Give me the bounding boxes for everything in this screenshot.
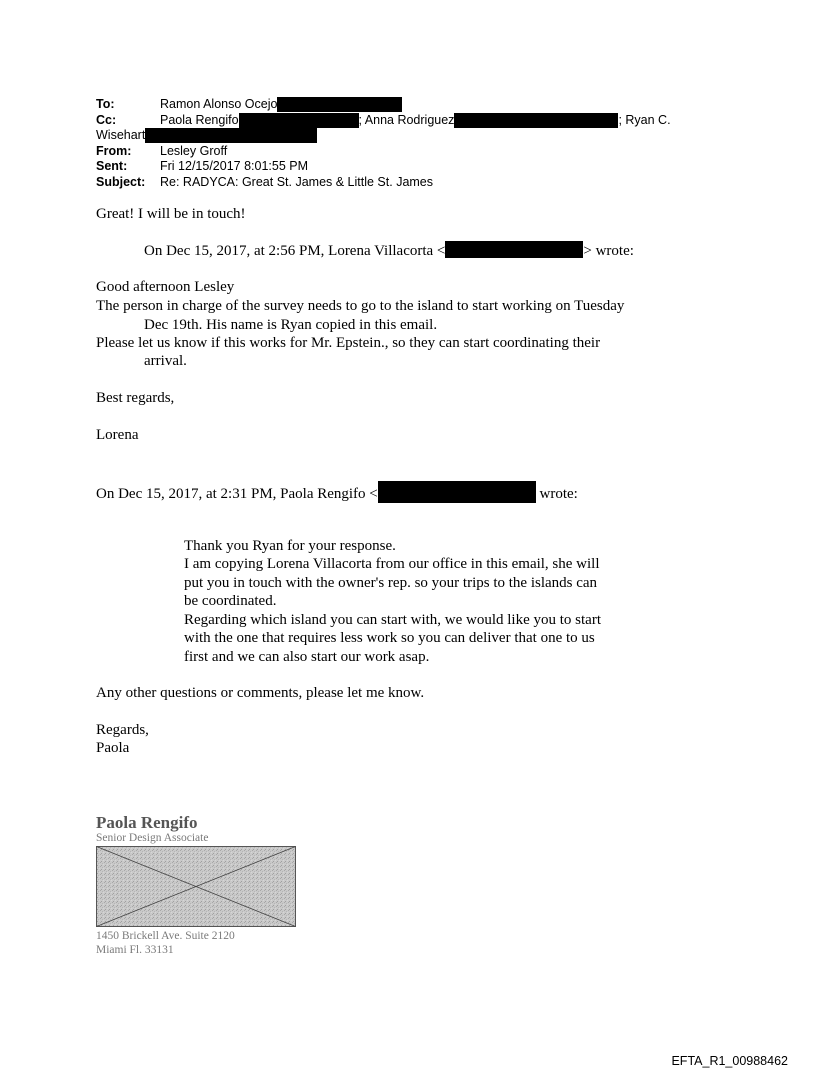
document-id: EFTA_R1_00988462 (671, 1054, 788, 1068)
body-line: Please let us know if this works for Mr. Epstein., so they can start coordinating their (96, 335, 601, 351)
subject-label: Subject: (96, 174, 146, 189)
address-line: 1450 Brickell Ave. Suite 2120 (96, 930, 235, 942)
from-label: From: (96, 143, 132, 158)
subject-value: Re: RADYCA: Great St. James & Little St. James (160, 174, 434, 189)
quote-2-prefix: On Dec 15, 2017, at 2:31 PM, Paola Rengifo < (96, 486, 378, 502)
quote-1-suffix: > wrote: (583, 243, 634, 259)
signature-name: Paola Rengifo (96, 813, 198, 832)
body-line: Dec 19th. His name is Ryan copied in this email. (144, 317, 438, 333)
redaction-box (378, 481, 536, 503)
quote-1-attribution (144, 241, 634, 261)
quote-2-suffix: wrote: (535, 486, 578, 502)
greeting: Good afternoon Lesley (96, 279, 235, 295)
cc-recipient-2: ; Anna Rodriguez (358, 112, 455, 127)
from-value: Lesley Groff (160, 143, 228, 158)
indented-line: be coordinated. (184, 593, 277, 609)
from-row (96, 144, 736, 160)
body-line: Any other questions or comments, please let me know. (96, 685, 425, 701)
indented-line: first and we can also start our work asap. (184, 649, 430, 665)
indented-line: put you in touch with the owner's rep. so your trips to the islands can (184, 575, 598, 591)
to-row (96, 97, 736, 113)
subject-row (96, 175, 736, 191)
address-line: Miami Fl. 33131 (96, 944, 174, 956)
to-value: Ramon Alonso Ocejo (160, 97, 278, 111)
reply-text: Great! I will be in touch! (96, 206, 246, 222)
indented-line: Regarding which island you can start with, we would like you to start (184, 612, 602, 628)
cc-row-continued (96, 128, 736, 144)
redaction-box (454, 113, 618, 128)
redaction-box (145, 128, 317, 143)
indented-line: with the one that requires less work so you can deliver that one to us (184, 630, 595, 646)
quote-1-prefix: On Dec 15, 2017, at 2:56 PM, Lorena Villacorta < (144, 243, 446, 259)
broken-image-placeholder (96, 846, 296, 927)
sender-name: Lorena (96, 427, 139, 443)
sender-name: Paola (96, 740, 130, 756)
sent-label: Sent: (96, 159, 128, 173)
redaction-box (239, 113, 359, 128)
closing: Best regards, (96, 390, 175, 406)
indented-line: I am copying Lorena Villacorta from our office in this email, she will (184, 556, 600, 572)
signature-address (96, 929, 235, 957)
cc-recipient-3-cont: Wisehart (96, 128, 146, 142)
closing: Regards, (96, 722, 149, 738)
signature-title: Senior Design Associate (96, 832, 209, 844)
sent-value: Fri 12/15/2017 8:01:55 PM (160, 159, 309, 173)
cc-recipient-1: Paola Rengifo (160, 112, 239, 127)
indented-line: Thank you Ryan for your response. (184, 538, 396, 554)
body-line: The person in charge of the survey needs to go to the island to start working on Tuesday (96, 298, 625, 314)
body-line: arrival. (144, 353, 187, 369)
to-label: To: (96, 97, 115, 111)
redaction-box (277, 97, 402, 112)
cc-recipient-3: ; Ryan C. (618, 112, 671, 127)
quote-2-attribution (96, 481, 578, 504)
cc-label: Cc: (96, 112, 117, 127)
email-header (96, 97, 736, 190)
redaction-box (445, 241, 583, 258)
sent-row (96, 159, 736, 175)
cc-row (96, 113, 736, 129)
